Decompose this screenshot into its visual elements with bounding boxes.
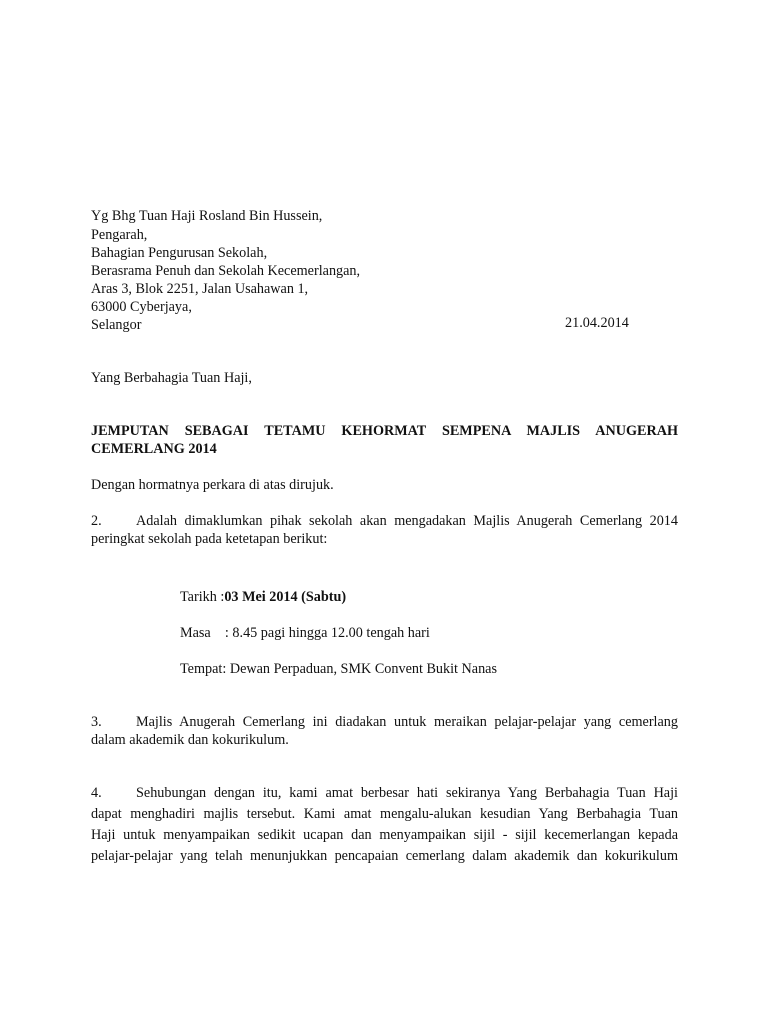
masa-label: Masa :	[180, 625, 233, 641]
paragraph-4-text-1: Sehubungan dengan itu, kami amat berbesar hati sekiranya Yang Berbahagia Tuan Haji	[136, 785, 678, 801]
salutation: Yang Berbahagia Tuan Haji,	[91, 370, 252, 386]
masa-value: 8.45 pagi hingga 12.00 tengah hari	[232, 625, 430, 641]
paragraph-4-line-1	[91, 784, 678, 802]
paragraph-3-number: 3.	[91, 714, 102, 730]
paragraph-4-line-2: dapat menghadiri majlis tersebut. Kami amat mengalu-alukan kesudian Yang Berbahagia Tuan	[91, 806, 678, 822]
recipient-state: Selangor	[91, 317, 142, 333]
letter-date: 21.04.2014	[565, 315, 629, 331]
paragraph-2-text-1: Adalah dimaklumkan pihak sekolah akan mengadakan Majlis Anugerah Cemerlang 2014	[136, 513, 678, 529]
subject-line-2: CEMERLANG 2014	[91, 441, 217, 457]
recipient-street: Aras 3, Blok 2251, Jalan Usahawan 1,	[91, 281, 309, 297]
paragraph-2-number: 2.	[91, 513, 102, 529]
paragraph-4-line-4: pelajar-pelajar yang telah menunjukkan pencapaian cemerlang dalam akademik dan kokurikulum	[91, 848, 678, 864]
paragraph-4-line-3: Haji untuk menyampaikan sedikit ucapan dan menyampaikan sijil - sijil kecemerlangan kepada	[91, 827, 678, 843]
detail-tempat	[180, 660, 497, 678]
subject-line-1: JEMPUTAN SEBAGAI TETAMU KEHORMAT SEMPENA MAJLIS ANUGERAH	[91, 423, 678, 439]
paragraph-4-number: 4.	[91, 785, 102, 801]
recipient-title: Pengarah,	[91, 227, 148, 243]
tempat-label: Tempat:	[180, 661, 230, 677]
recipient-division: Bahagian Pengurusan Sekolah,	[91, 245, 268, 261]
paragraph-2-line-1	[91, 512, 678, 530]
tarikh-label: Tarikh :	[180, 589, 225, 605]
tarikh-value: 03 Mei 2014 (Sabtu)	[224, 589, 347, 605]
recipient-name: Yg Bhg Tuan Haji Rosland Bin Hussein,	[91, 208, 323, 224]
tempat-value: Dewan Perpaduan, SMK Convent Bukit Nanas	[229, 661, 498, 677]
paragraph-3-line-1	[91, 713, 678, 731]
paragraph-3-line-2: dalam akademik dan kokurikulum.	[91, 732, 289, 748]
opening-sentence: Dengan hormatnya perkara di atas dirujuk.	[91, 477, 334, 493]
recipient-city: 63000 Cyberjaya,	[91, 299, 192, 315]
paragraph-3-text-1: Majlis Anugerah Cemerlang ini diadakan untuk meraikan pelajar-pelajar yang cemerlang	[136, 714, 678, 730]
recipient-department: Berasrama Penuh dan Sekolah Kecemerlangan,	[91, 263, 361, 279]
paragraph-2-line-2: peringkat sekolah pada ketetapan berikut:	[91, 531, 328, 547]
detail-masa	[180, 624, 430, 642]
detail-tarikh	[180, 588, 346, 606]
